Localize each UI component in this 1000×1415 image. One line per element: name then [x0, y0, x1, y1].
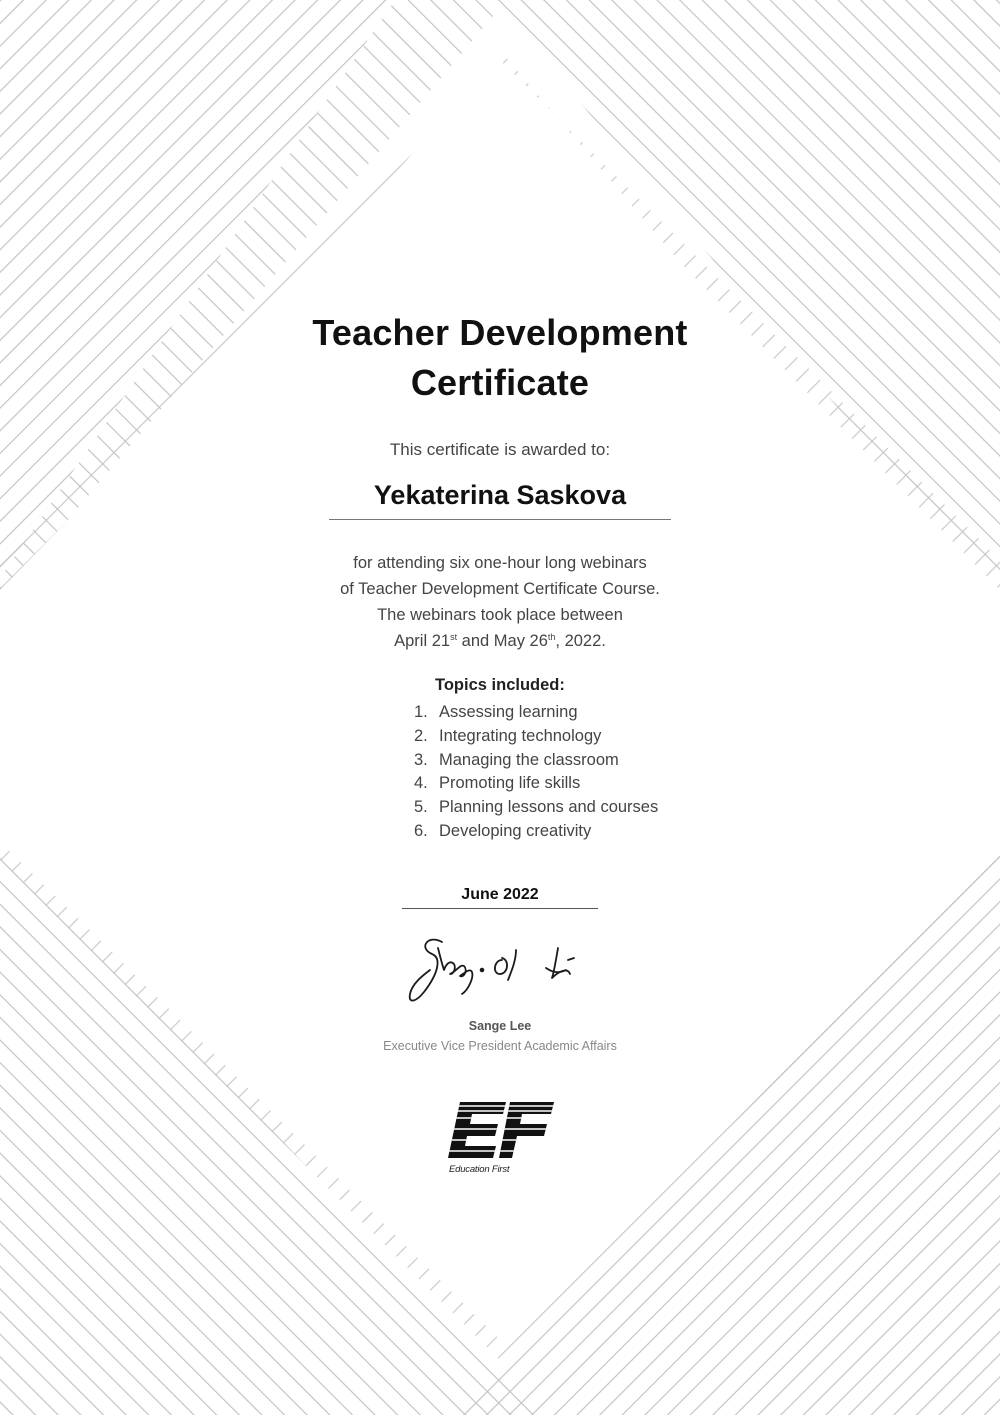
issue-date: June 2022 — [402, 886, 598, 909]
topic-item — [414, 701, 658, 725]
ef-logo-icon — [448, 1100, 554, 1162]
certificate-title — [0, 308, 1000, 408]
topic-number: 5. — [414, 798, 428, 817]
topic-item — [414, 796, 658, 820]
topics-heading: Topics included: — [435, 676, 565, 694]
topic-label: Managing the classroom — [439, 750, 619, 769]
topic-label: Planning lessons and courses — [439, 798, 659, 817]
topic-number: 3. — [414, 750, 428, 769]
description-line-4 — [0, 628, 1000, 654]
title-line-2: Certificate — [410, 362, 590, 403]
topic-label: Integrating technology — [439, 726, 602, 745]
topic-number: 4. — [414, 774, 428, 793]
logo-wordmark: Education First — [449, 1164, 510, 1175]
topic-number: 6. — [414, 821, 428, 840]
description-line-2: of Teacher Development Certificate Course. — [340, 580, 660, 598]
topic-label: Assessing learning — [439, 703, 578, 721]
topic-label: Developing creativity — [439, 821, 592, 840]
date-range-year: , 2022. — [555, 632, 606, 650]
ordinal-suffix-start: st — [450, 632, 458, 642]
topics-list — [414, 701, 658, 844]
description-line-3: The webinars took place between — [377, 606, 623, 624]
signer-name: Sange Lee — [468, 1019, 532, 1033]
topic-number: 2. — [414, 726, 428, 745]
topic-label: Promoting life skills — [439, 774, 581, 793]
date-range-start: April 21 — [394, 632, 451, 650]
awarded-text: This certificate is awarded to: — [389, 440, 611, 459]
description — [0, 550, 1000, 654]
topic-number: 1. — [414, 703, 428, 721]
recipient-name: Yekaterina Saskova — [329, 480, 671, 520]
signature-icon — [398, 930, 598, 1010]
ordinal-suffix-end: th — [547, 632, 556, 642]
description-line-1: for attending six one-hour long webinars — [353, 554, 647, 572]
topic-item — [414, 725, 658, 749]
date-range-end: and May 26 — [457, 632, 548, 650]
signer-title: Executive Vice President Academic Affairs — [383, 1039, 617, 1053]
topic-item — [414, 749, 658, 773]
topic-item — [414, 772, 658, 796]
title-line-1: Teacher Development — [312, 312, 688, 353]
topic-item — [414, 820, 658, 844]
